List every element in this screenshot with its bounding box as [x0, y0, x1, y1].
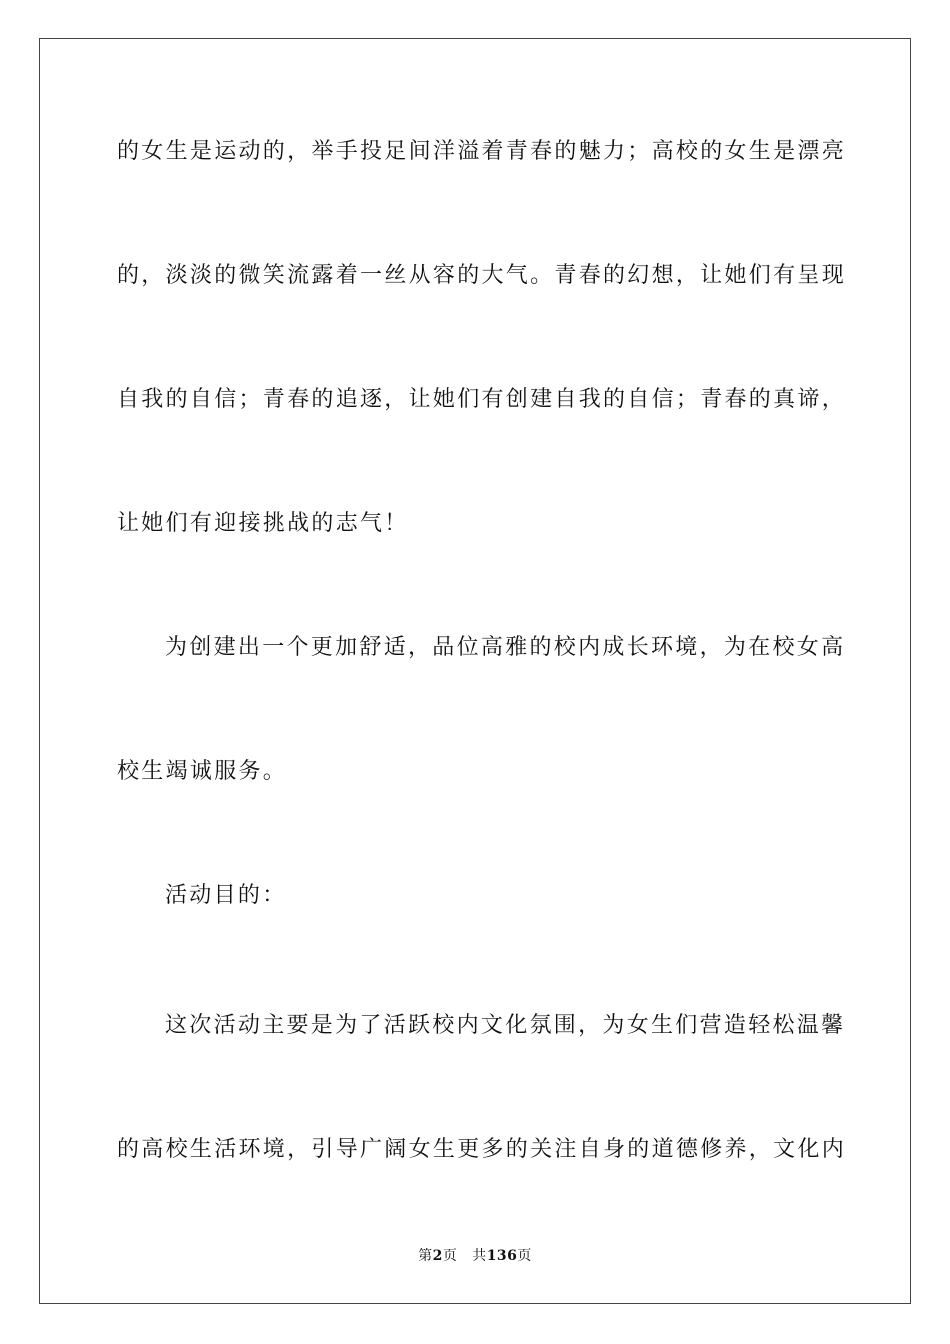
footer-total-pages: 136 [486, 1248, 518, 1264]
body-line-4: 让她们有迎接挑战的志气！ [117, 511, 409, 536]
footer-page-prefix: 第 [418, 1248, 433, 1264]
footer-total-prefix: 共 [472, 1248, 487, 1264]
body-line-9: 的高校生活环境，引导广阔女生更多的关注自身的道德修养，文化内 [117, 1137, 847, 1162]
footer-page-suffix: 页 [442, 1248, 458, 1264]
page-border [39, 38, 911, 1304]
body-line-5: 为创建出一个更加舒适，品位高雅的校内成长环境，为在校女高 [165, 635, 846, 660]
body-line-2: 的，淡淡的微笑流露着一丝从容的大气。青春的幻想，让她们有呈现 [117, 263, 847, 288]
section-heading: 活动目的： [165, 883, 287, 908]
body-line-8: 这次活动主要是为了活跃校内文化氛围，为女生们营造轻松温馨 [165, 1013, 846, 1038]
body-line-1: 的女生是运动的，举手投足间洋溢着青春的魅力；高校的女生是漂亮 [117, 139, 847, 164]
footer-total-suffix: 页 [517, 1248, 532, 1264]
footer-page-number: 2 [432, 1248, 443, 1264]
body-line-3: 自我的自信；青春的追逐，让她们有创建自我的自信；青春的真谛， [117, 387, 847, 412]
page-footer [0, 1247, 950, 1265]
body-line-6: 校生竭诚服务。 [117, 759, 288, 784]
